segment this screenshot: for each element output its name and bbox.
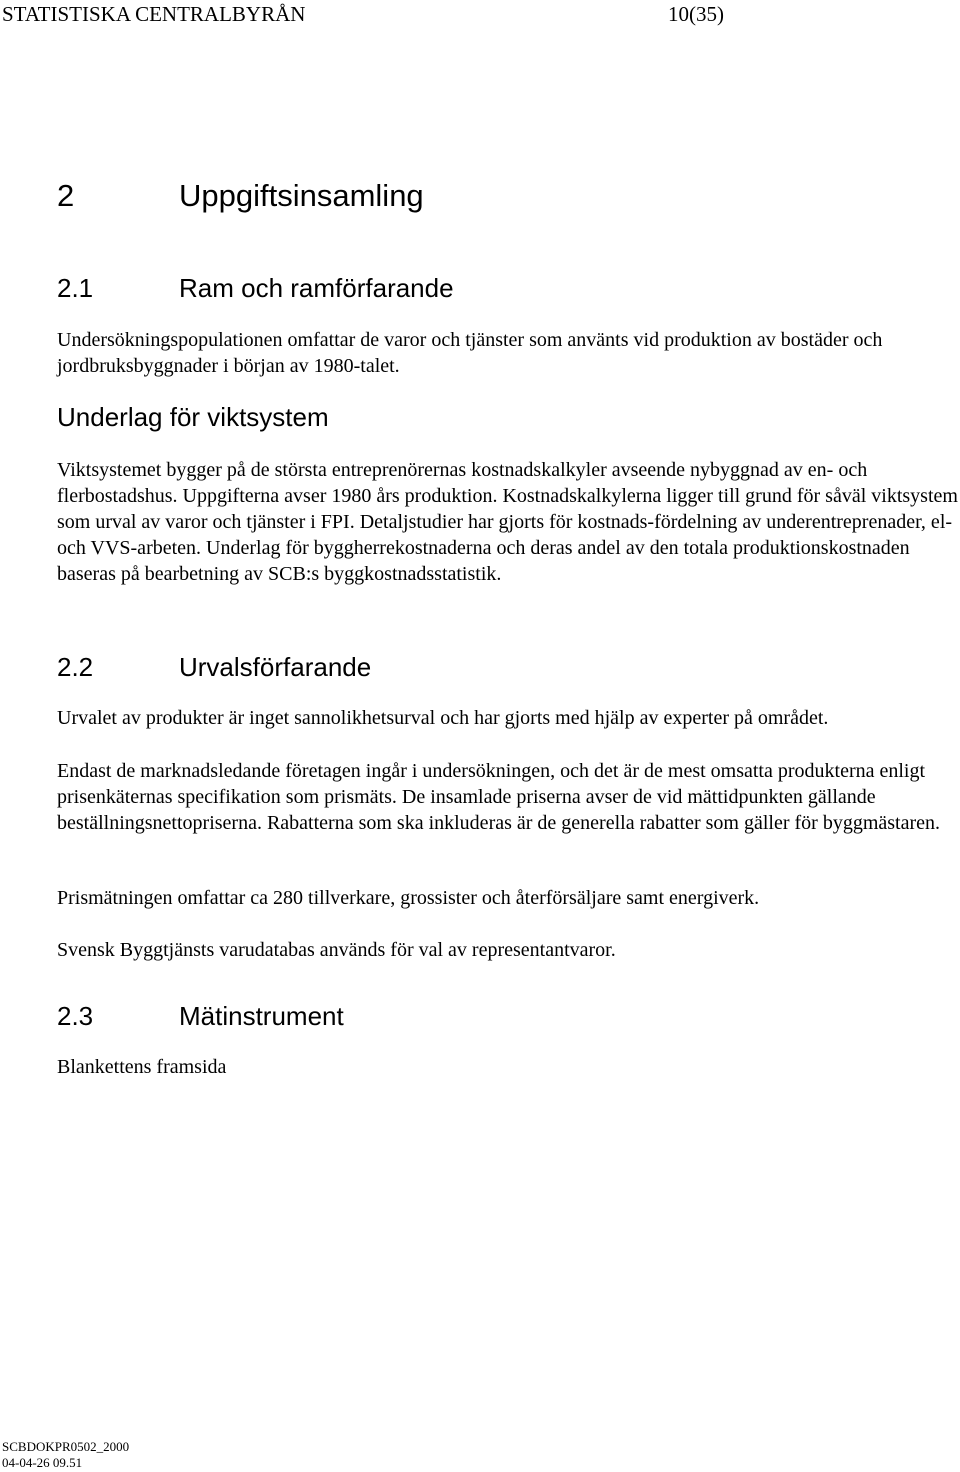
section-2-title: Uppgiftsinsamling (179, 178, 424, 213)
header-page-number: 10(35) (668, 2, 724, 26)
section-2-3-title: Mätinstrument (179, 1001, 344, 1031)
section-2-1-number: 2.1 (57, 273, 94, 303)
section-2-2-title: Urvalsförfarande (179, 652, 372, 682)
section-2-3-number: 2.3 (57, 1001, 94, 1031)
section-2-1-paragraph-1: Undersökningspopulationen omfattar de varor och tjänster som använts vid produktion av bostäder och jordbruksbyggnader i början av 1980-talet. (57, 329, 883, 377)
section-2-2-paragraph-4: Svensk Byggtjänsts varudatabas används för val av representantvaror. (57, 939, 616, 961)
footer-datetime: 04-04-26 09.51 (2, 1455, 83, 1470)
section-2-1-paragraph-2: Viktsystemet bygger på de största entreprenörernas kostnadskalkyler avseende nybyggnad av en- och flerbostadshus. Uppgifterna avser 1980 års produktion. Kostnadskalkylerna ligger till grund för såväl viktsystem som urval av varor och tjänster i FPI. Detaljstudier har gjorts för kostnads-fördelning av underentreprenader, el- och VVS-arbeten. Underlag för byggherrekostnaderna och deras andel av den totala produktionskostnaden baseras på bearbetning av SCB:s byggkostnadsstatistik. (57, 459, 958, 585)
subheading-underlag-viktsystem: Underlag för viktsystem (57, 402, 329, 432)
section-2-1-title: Ram och ramförfarande (179, 273, 454, 303)
section-2-number: 2 (57, 178, 75, 213)
footer-document-id: SCBDOKPR0502_2000 (2, 1439, 130, 1454)
section-2-3-paragraph-1: Blankettens framsida (57, 1056, 227, 1078)
section-2-heading (57, 178, 857, 218)
section-2-2-paragraph-1: Urvalet av produkter är inget sannolikhetsurval och har gjorts med hjälp av experter på området. (57, 707, 829, 729)
section-2-2-paragraph-3: Prismätningen omfattar ca 280 tillverkare, grossister och återförsäljare samt energiverk. (57, 887, 760, 909)
section-2-2-number: 2.2 (57, 652, 94, 682)
section-2-3-heading (57, 1001, 857, 1041)
section-2-2-heading (57, 652, 857, 692)
section-2-1-heading (57, 273, 857, 313)
section-2-2-paragraph-2: Endast de marknadsledande företagen ingår i undersökningen, och det är de mest omsatta produkterna enligt prisenkäternas specifikation som prismäts. De insamlade priserna avser de vid mättidpunkten gällande beställningsnettopriserna. Rabatterna som ska inkluderas är de generella rabatter som gäller för byggmästaren. (57, 760, 941, 834)
header-organization: STATISTISKA CENTRALBYRÅN (2, 2, 306, 26)
